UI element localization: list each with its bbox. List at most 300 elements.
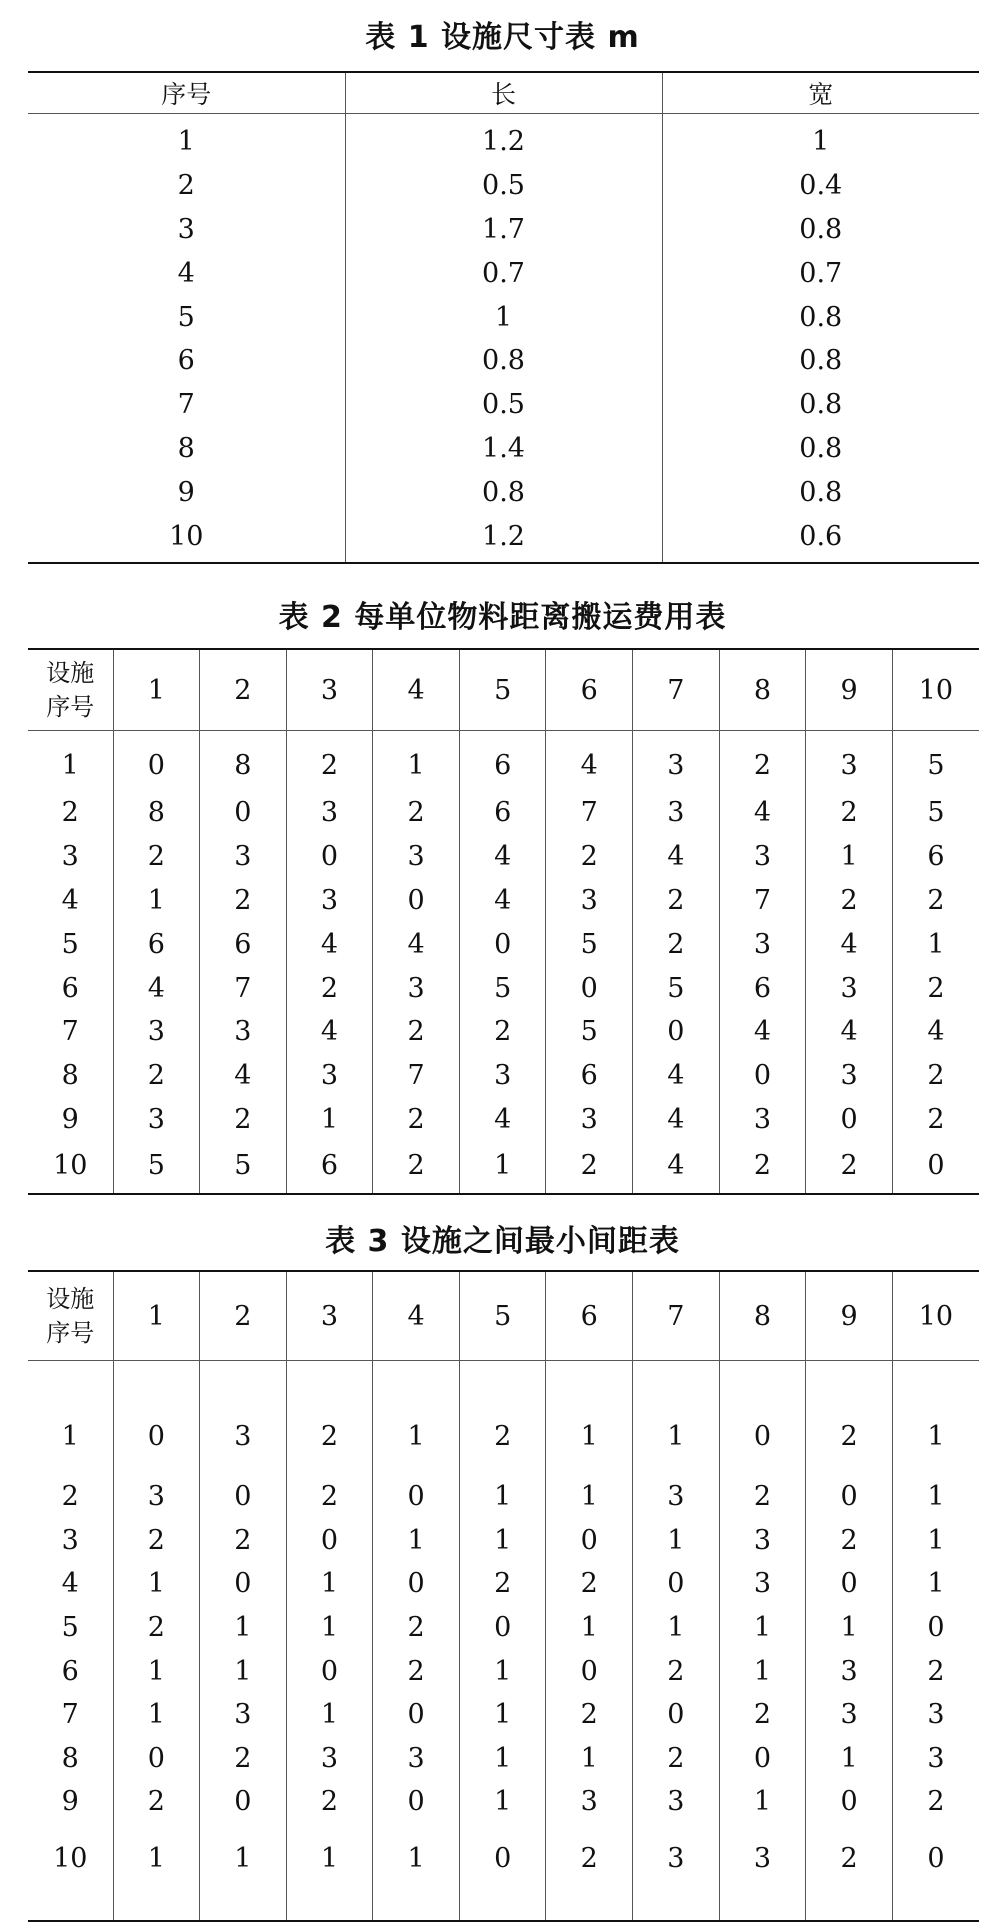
table-cell: 3 [373,966,460,1010]
table-row [28,114,979,164]
column-header: 6 [546,1271,633,1361]
table-cell: 6 [892,835,979,879]
column-header: 2 [200,649,287,731]
table-cell: 2 [286,1780,373,1824]
table-cell: 3 [719,922,806,966]
table-cell: 0.7 [345,251,662,295]
table-row [28,1780,979,1824]
table-cell: 2 [719,1693,806,1737]
column-header: 9 [806,1271,893,1361]
table-cell: 2 [113,1780,200,1824]
table-cell: 3 [719,1562,806,1606]
table-cell: 2 [806,1361,893,1476]
table-cell: 8 [200,731,287,792]
table-cell: 0 [373,879,460,923]
table-cell: 2 [892,1780,979,1824]
table-cell: 2 [286,1475,373,1519]
table-cell: 3 [633,1475,720,1519]
table-cell: 4 [286,922,373,966]
table-cell: 0.8 [662,470,979,514]
table-cell: 4 [633,1098,720,1142]
table-cell: 1 [373,1361,460,1476]
table-cell: 2 [373,1649,460,1693]
table-cell: 3 [546,1780,633,1824]
row-index-cell: 6 [177,345,195,377]
table-cell: 2 [113,1054,200,1098]
corner-header [28,1271,113,1361]
table-cell: 3 [200,835,287,879]
row-index-cell: 5 [177,301,195,333]
table-cell: 0 [719,1054,806,1098]
table-cell: 0.5 [345,383,662,427]
table-cell: 4 [286,1010,373,1054]
table-cell: 0 [892,1824,979,1921]
column-header: 2 [200,1271,287,1361]
table-row [28,1693,979,1737]
column-header: 7 [633,649,720,731]
table-cell: 1 [546,1475,633,1519]
table-cell: 0 [113,731,200,792]
table-cell: 2 [113,835,200,879]
table-cell: 3 [633,731,720,792]
table-cell: 3 [286,1054,373,1098]
table-cell: 0 [200,1562,287,1606]
table-row [28,383,979,427]
table-cell: 2 [113,1606,200,1650]
table-cell: 0 [200,1780,287,1824]
table-cell: 0.8 [662,383,979,427]
table-cell: 2 [546,1693,633,1737]
table-cell: 6 [719,966,806,1010]
row-index-cell: 6 [61,972,79,1004]
table-cell: 1 [373,1824,460,1921]
row-index-cell: 3 [61,1524,79,1556]
table-row [28,731,979,792]
row-index-cell: 10 [169,520,204,552]
column-header: 4 [373,1271,460,1361]
table-cell: 1 [286,1606,373,1650]
table-cell: 6 [286,1141,373,1194]
table-row [28,1361,979,1476]
table-cell: 1.4 [345,427,662,471]
table-cell: 0.8 [662,208,979,252]
table-cell: 2 [373,1141,460,1194]
table-cell: 1 [806,835,893,879]
table-cell: 1.7 [345,208,662,252]
column-header: 1 [113,1271,200,1361]
table-cell: 4 [546,731,633,792]
table-cell: 3 [113,1475,200,1519]
table-cell: 2 [459,1562,546,1606]
table-cell: 1 [373,1519,460,1563]
table-cell: 0.8 [662,339,979,383]
corner-header [28,649,113,731]
row-index-cell: 9 [61,1786,79,1818]
table-cell: 3 [373,835,460,879]
row-index-cell: 8 [61,1742,79,1774]
table-cell: 3 [286,791,373,835]
table-cell: 1 [459,1649,546,1693]
table-cell: 0 [459,922,546,966]
table-cell: 2 [719,1475,806,1519]
column-header: 9 [806,649,893,731]
table-cell: 3 [113,1098,200,1142]
column-header: 8 [719,649,806,731]
row-index-cell: 4 [177,257,195,289]
corner-header-line2: 序号 [46,1319,95,1347]
table-cell: 3 [806,1649,893,1693]
table-cell: 3 [200,1010,287,1054]
row-index-cell: 9 [177,476,195,508]
table-cell: 0.5 [345,164,662,208]
table-cell: 2 [633,922,720,966]
table-cell: 3 [806,1693,893,1737]
table-row [28,1054,979,1098]
table-cell: 4 [200,1054,287,1098]
table-cell: 3 [719,835,806,879]
table-cell: 0 [633,1693,720,1737]
table-cell: 0 [719,1361,806,1476]
table-cell: 0.8 [662,295,979,339]
table-row [28,339,979,383]
table-cell: 2 [459,1010,546,1054]
table-cell: 1 [459,1693,546,1737]
table-cell: 0 [373,1475,460,1519]
table-cell: 4 [459,835,546,879]
table-cell: 1 [892,1475,979,1519]
table-cell: 0 [373,1693,460,1737]
row-index-cell: 4 [61,884,79,916]
table-cell: 4 [373,922,460,966]
table-cell: 1 [719,1649,806,1693]
table-cell: 3 [459,1054,546,1098]
table-cell: 1 [373,731,460,792]
table-cell: 0 [892,1606,979,1650]
table-cell: 1 [662,114,979,164]
column-header: 7 [633,1271,720,1361]
table-cell: 0 [546,1519,633,1563]
table-cell: 2 [459,1361,546,1476]
table-cell: 0 [806,1475,893,1519]
table-cell: 2 [546,1562,633,1606]
table-row [28,164,979,208]
row-index-cell: 1 [61,749,79,781]
table-cell: 4 [633,1054,720,1098]
table-cell: 1 [200,1649,287,1693]
table-cell: 0.7 [662,251,979,295]
table-row [28,1010,979,1054]
table-cell: 1 [719,1780,806,1824]
table-cell: 0 [286,835,373,879]
table-cell: 2 [892,1098,979,1142]
table-cell: 1 [200,1606,287,1650]
table-cell: 0.8 [662,427,979,471]
table-header-row [28,1271,979,1361]
table-cell: 2 [286,966,373,1010]
table-cell: 2 [113,1519,200,1563]
table-cell: 1 [459,1780,546,1824]
table-cell: 1 [113,879,200,923]
table-cell: 0 [806,1098,893,1142]
facility-size-table [28,71,979,564]
table-cell: 6 [546,1054,633,1098]
table-cell: 2 [892,879,979,923]
table-cell: 1 [286,1693,373,1737]
table-cell: 2 [286,1361,373,1476]
table-cell: 4 [719,791,806,835]
table-cell: 4 [806,1010,893,1054]
table-cell: 3 [719,1098,806,1142]
table-cell: 2 [546,1141,633,1194]
table-cell: 0.8 [345,470,662,514]
table-cell: 2 [546,835,633,879]
table-row [28,1649,979,1693]
table-cell: 5 [459,966,546,1010]
table-row [28,251,979,295]
table-cell: 0 [286,1519,373,1563]
table-cell: 5 [113,1141,200,1194]
table-cell: 1 [459,1141,546,1194]
table-cell: 1 [806,1737,893,1781]
table2-caption: 表 2 每单位物料距离搬运费用表 [278,600,727,635]
table-cell: 1 [113,1824,200,1921]
table-cell: 3 [633,1780,720,1824]
table-cell: 1 [113,1649,200,1693]
table-cell: 1 [286,1098,373,1142]
table-cell: 6 [113,922,200,966]
table-cell: 1 [633,1606,720,1650]
table-cell: 2 [286,731,373,792]
table-cell: 1 [113,1562,200,1606]
table-cell: 0 [113,1737,200,1781]
table-cell: 6 [459,731,546,792]
row-index-cell: 5 [61,1612,79,1644]
column-header-length: 长 [345,72,662,114]
column-header: 6 [546,649,633,731]
table-cell: 2 [806,879,893,923]
row-index-cell: 5 [61,928,79,960]
table-row [28,295,979,339]
table-cell: 3 [286,1737,373,1781]
row-index-cell: 6 [61,1655,79,1687]
table-cell: 6 [459,791,546,835]
table-cell: 7 [719,879,806,923]
column-header: 4 [373,649,460,731]
table-cell: 2 [200,879,287,923]
table-cell: 2 [373,1606,460,1650]
table-cell: 0 [806,1562,893,1606]
table-cell: 4 [633,835,720,879]
table-cell: 1 [459,1519,546,1563]
table-cell: 5 [546,1010,633,1054]
table-cell: 0 [546,1649,633,1693]
table-cell: 1 [719,1606,806,1650]
table-cell: 3 [200,1361,287,1476]
table-cell: 2 [633,879,720,923]
table-cell: 3 [719,1519,806,1563]
table-cell: 3 [806,731,893,792]
table-cell: 3 [286,879,373,923]
table-cell: 2 [806,1519,893,1563]
table-header-row [28,649,979,731]
table-cell: 4 [633,1141,720,1194]
table-cell: 2 [200,1737,287,1781]
table-row [28,966,979,1010]
table-row [28,791,979,835]
table-cell: 2 [373,791,460,835]
table-cell: 8 [113,791,200,835]
table-cell: 0 [286,1649,373,1693]
table-cell: 2 [719,731,806,792]
row-index-cell: 3 [177,213,195,245]
table-cell: 1 [892,922,979,966]
table-row [28,1141,979,1194]
table-cell: 1 [286,1824,373,1921]
table-row [28,835,979,879]
table-cell: 1 [892,1519,979,1563]
table-cell: 4 [459,1098,546,1142]
table-cell: 0.4 [662,164,979,208]
corner-header-line2: 序号 [46,693,95,721]
table-cell: 1 [459,1737,546,1781]
table-row [28,470,979,514]
table-cell: 0.8 [345,339,662,383]
table-cell: 0 [459,1824,546,1921]
table-row [28,427,979,471]
table-cell: 2 [806,1141,893,1194]
table-row [28,1475,979,1519]
table-cell: 2 [892,966,979,1010]
table-cell: 7 [200,966,287,1010]
table-row [28,1737,979,1781]
table-cell: 0 [633,1010,720,1054]
table1-caption: 表 1 设施尺寸表 m [365,20,640,55]
table-cell: 1 [113,1693,200,1737]
handling-cost-table [28,648,979,1195]
table-cell: 4 [892,1010,979,1054]
row-index-cell: 7 [61,1016,79,1048]
row-index-cell: 1 [61,1420,79,1452]
corner-header-line1: 设施 [46,1285,95,1313]
table-cell: 2 [200,1519,287,1563]
table-row [28,1098,979,1142]
table-cell: 5 [892,791,979,835]
table-row [28,922,979,966]
table-cell: 1 [633,1361,720,1476]
table-cell: 4 [459,879,546,923]
row-index-cell: 10 [53,1149,88,1181]
table-cell: 1.2 [345,514,662,563]
table-cell: 0 [892,1141,979,1194]
column-header-index: 序号 [28,72,345,114]
table-cell: 3 [719,1824,806,1921]
table-cell: 7 [546,791,633,835]
row-index-cell: 7 [61,1699,79,1731]
table-cell: 1 [892,1562,979,1606]
table-cell: 3 [892,1737,979,1781]
row-index-cell: 8 [177,432,195,464]
column-header: 3 [286,1271,373,1361]
table-cell: 1 [546,1361,633,1476]
table-cell: 5 [546,922,633,966]
table-cell: 0 [546,966,633,1010]
table-cell: 0 [806,1780,893,1824]
table-cell: 0 [373,1562,460,1606]
table-cell: 3 [806,966,893,1010]
table-row [28,208,979,252]
table-cell: 1 [546,1606,633,1650]
table-cell: 0 [200,791,287,835]
column-header: 8 [719,1271,806,1361]
table-cell: 0 [373,1780,460,1824]
table-cell: 6 [200,922,287,966]
row-index-cell: 7 [177,389,195,421]
table-cell: 3 [633,1824,720,1921]
row-index-cell: 4 [61,1568,79,1600]
table-cell: 1 [200,1824,287,1921]
column-header: 5 [459,649,546,731]
table-cell: 3 [806,1054,893,1098]
column-header: 1 [113,649,200,731]
table-cell: 2 [892,1054,979,1098]
table-cell: 0 [113,1361,200,1476]
column-header: 10 [892,649,979,731]
table-cell: 0 [719,1737,806,1781]
table-cell: 3 [546,1098,633,1142]
table-cell: 3 [113,1010,200,1054]
column-header: 5 [459,1271,546,1361]
row-index-cell: 2 [61,1481,79,1513]
column-header: 3 [286,649,373,731]
table-cell: 2 [806,791,893,835]
table-cell: 5 [892,731,979,792]
table-cell: 1 [546,1737,633,1781]
table-cell: 3 [633,791,720,835]
table-cell: 4 [113,966,200,1010]
table-row [28,1606,979,1650]
table-cell: 0 [633,1562,720,1606]
row-index-cell: 1 [177,126,195,158]
table-row [28,1824,979,1921]
table-row [28,1519,979,1563]
table-cell: 5 [633,966,720,1010]
table-cell: 0 [459,1606,546,1650]
row-index-cell: 8 [61,1060,79,1092]
table-cell: 2 [633,1737,720,1781]
table-cell: 4 [719,1010,806,1054]
table-cell: 5 [200,1141,287,1194]
table-cell: 1 [286,1562,373,1606]
table-row [28,514,979,563]
table-cell: 3 [200,1693,287,1737]
table-cell: 4 [806,922,893,966]
table-cell: 3 [546,879,633,923]
row-index-cell: 10 [53,1843,88,1875]
table-cell: 2 [806,1824,893,1921]
table-cell: 1 [345,295,662,339]
column-header: 10 [892,1271,979,1361]
table-row [28,1562,979,1606]
row-index-cell: 9 [61,1103,79,1135]
table-cell: 1.2 [345,114,662,164]
table-cell: 1 [633,1519,720,1563]
table-cell: 1 [806,1606,893,1650]
table-cell: 0.6 [662,514,979,563]
row-index-cell: 2 [177,170,195,202]
row-index-cell: 3 [61,841,79,873]
corner-header-line1: 设施 [46,659,95,687]
table-cell: 2 [373,1010,460,1054]
